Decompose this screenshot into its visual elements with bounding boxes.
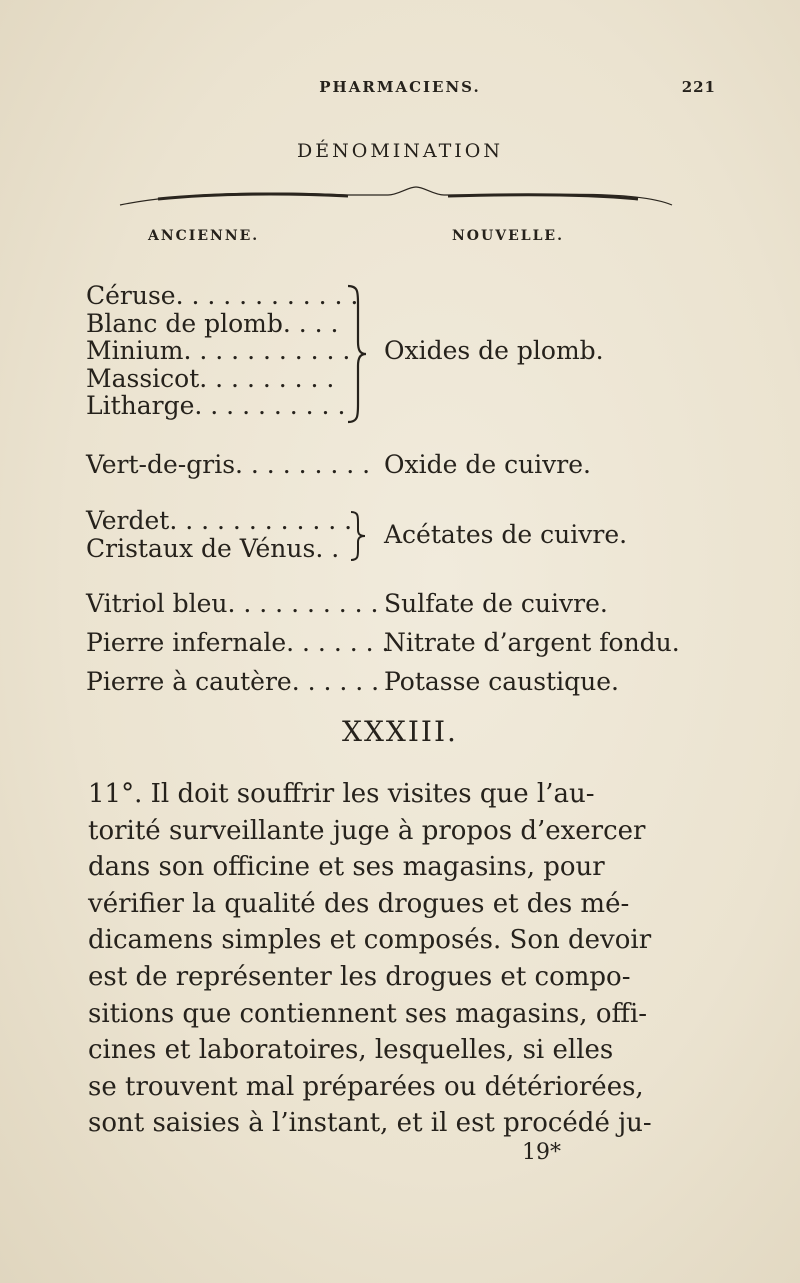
section-title: DÉNOMINATION (297, 140, 503, 162)
paragraph-line: sont saisies à l’instant, et il est procédé ju- (88, 1108, 652, 1139)
paragraph-line: dicamens simples et composés. Son devoir (88, 925, 652, 956)
page-number: 221 (681, 78, 716, 96)
old-name-massicot: Massicot. . . . . . . . . (86, 364, 335, 393)
new-name-acetates-de-cuivre: Acétates de cuivre. (384, 520, 628, 549)
old-name-vert-de-gris: Vert-de-gris. . . . . . . . . (86, 450, 371, 479)
old-name-pierre-infernale: Pierre infernale. . . . . . . (86, 628, 390, 657)
new-name-oxide-de-cuivre: Oxide de cuivre. (384, 450, 591, 479)
article-paragraph (88, 776, 682, 1142)
column-heading-new: NOUVELLE. (452, 228, 564, 244)
paragraph-line: est de représenter les drogues et compo- (88, 961, 631, 992)
old-name-litharge: Litharge. . . . . . . . . . (86, 391, 346, 420)
new-name-sulfate-de-cuivre: Sulfate de cuivre. (384, 589, 608, 618)
paragraph-line: cines et laboratoires, lesquelles, si elles (88, 1035, 614, 1066)
paragraph-line: torité surveillante juge à propos d’exercer (88, 815, 646, 846)
signature-mark: 19* (522, 1140, 561, 1165)
paragraph-line: vérifier la qualité des drogues et des mé- (88, 888, 630, 919)
paragraph-line: 11°. Il doit souffrir les visites que l’au- (88, 779, 595, 809)
running-title: PHARMACIENS. (319, 78, 481, 96)
old-name-verdet: Verdet. . . . . . . . . . . . (86, 506, 353, 535)
old-name-cristaux-de-venus: Cristaux de Vénus. . (86, 534, 340, 563)
ornamental-rule (118, 185, 674, 215)
old-name-blanc-de-plomb: Blanc de plomb. . . . (86, 309, 339, 338)
paragraph-line: se trouvent mal préparées ou détériorées, (88, 1071, 644, 1102)
column-heading-old: ANCIENNE. (148, 228, 260, 244)
paragraph-line: dans son officine et ses magasins, pour (88, 852, 605, 883)
curly-brace-lead (344, 284, 368, 424)
paragraph-line: sitions que contiennent ses magasins, offi- (88, 998, 648, 1029)
old-name-pierre-a-cautere: Pierre à cautère. . . . . . (86, 667, 380, 696)
new-name-oxides-de-plomb: Oxides de plomb. (384, 336, 604, 365)
new-name-potasse-caustique: Potasse caustique. (384, 667, 619, 696)
new-name-nitrate-d-argent-fondu: Nitrate d’argent fondu. (384, 628, 680, 657)
article-number: XXXIII. (342, 715, 458, 748)
old-name-ceruse: Céruse. . . . . . . . . . . . (86, 281, 359, 310)
curly-brace-acetates (348, 510, 368, 562)
old-name-vitriol-bleu: Vitriol bleu. . . . . . . . . . (86, 589, 379, 618)
old-name-minium: Minium. . . . . . . . . . . (86, 336, 351, 365)
